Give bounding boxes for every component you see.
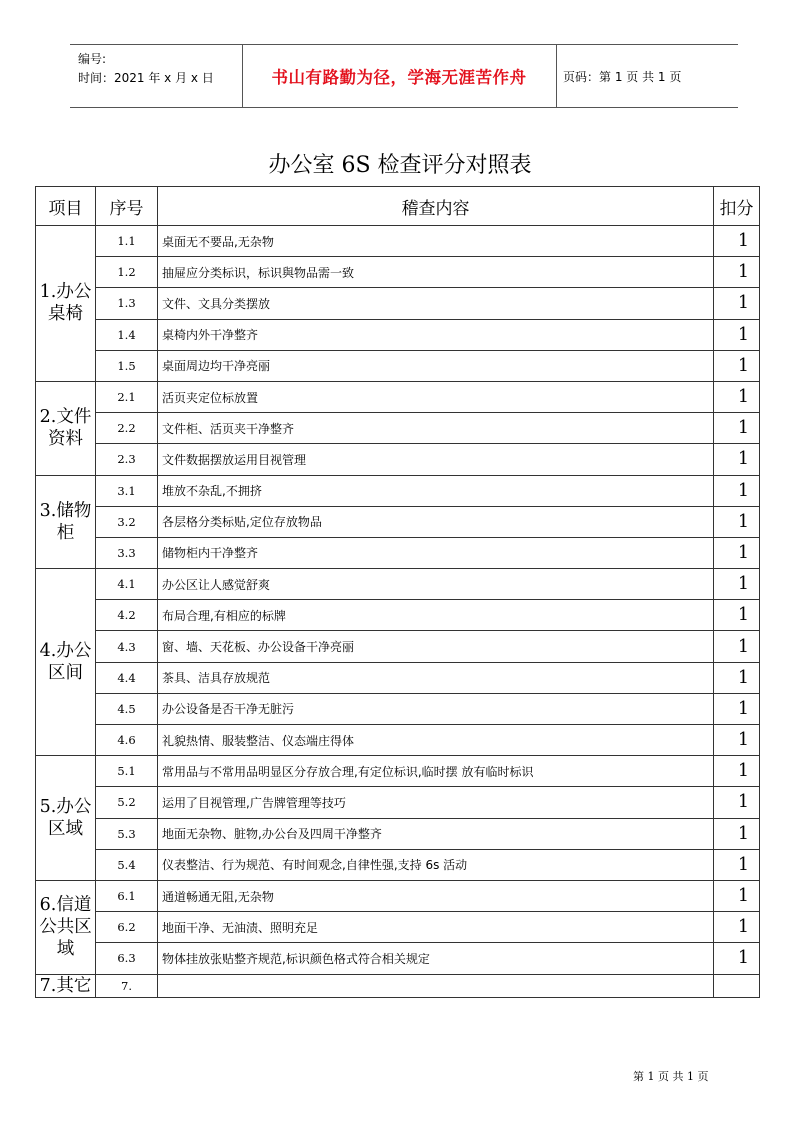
score-cell: 1 — [714, 257, 760, 288]
category-cell: 1.办公桌椅 — [36, 226, 96, 382]
inspection-table — [35, 186, 760, 998]
content-cell: 文件数据摆放运用目视管理 — [158, 444, 714, 475]
time-label: 时间：2021 年 x 月 x 日 — [78, 71, 214, 85]
content-cell: 办公区让人感觉舒爽 — [158, 569, 714, 600]
content-cell: 常用品与不常用品明显区分存放合理,有定位标识,临时摆 放有临时标识 — [158, 756, 714, 787]
table-row — [36, 662, 760, 693]
score-cell: 1 — [714, 631, 760, 662]
content-cell: 办公设备是否干净无脏污 — [158, 693, 714, 724]
content-cell: 茶具、洁具存放规范 — [158, 662, 714, 693]
seq-cell: 1.4 — [96, 319, 158, 350]
table-row — [36, 381, 760, 412]
table-header-row — [36, 187, 760, 226]
seq-cell: 1.1 — [96, 226, 158, 257]
content-cell: 桌面周边均干净亮丽 — [158, 350, 714, 381]
table-row — [36, 880, 760, 911]
category-cell: 6.信道公共区域 — [36, 880, 96, 974]
page-footer: 第 1 页 共 1 页 — [633, 1070, 709, 1083]
content-cell: 文件、文具分类摆放 — [158, 288, 714, 319]
score-cell: 1 — [714, 444, 760, 475]
score-cell: 1 — [714, 849, 760, 880]
seq-cell: 4.3 — [96, 631, 158, 662]
content-cell: 仪表整洁、行为规范、有时间观念,自律性强,支持 6s 活动 — [158, 849, 714, 880]
category-cell: 3.储物柜 — [36, 475, 96, 569]
content-cell: 窗、墙、天花板、办公设备干净亮丽 — [158, 631, 714, 662]
category-cell: 7.其它 — [36, 974, 96, 997]
score-cell — [714, 974, 760, 997]
table-row — [36, 506, 760, 537]
table-row — [36, 257, 760, 288]
seq-cell: 5.2 — [96, 787, 158, 818]
table-row — [36, 413, 760, 444]
table-row — [36, 350, 760, 381]
seq-cell: 1.3 — [96, 288, 158, 319]
document-title: 办公室 6S 检查评分对照表 — [268, 153, 532, 178]
table-row — [36, 756, 760, 787]
content-cell: 礼貌热情、服装整洁、仪态端庄得体 — [158, 725, 714, 756]
seq-cell: 4.6 — [96, 725, 158, 756]
score-cell: 1 — [714, 818, 760, 849]
serial-label: 编号: — [78, 52, 107, 66]
page-info: 页码：第 1 页 共 1 页 — [563, 69, 682, 84]
score-cell: 1 — [714, 381, 760, 412]
seq-cell: 4.2 — [96, 600, 158, 631]
seq-cell: 3.1 — [96, 475, 158, 506]
seq-cell: 4.1 — [96, 569, 158, 600]
col-header-content: 稽查内容 — [158, 187, 714, 226]
content-cell: 储物柜内干净整齐 — [158, 537, 714, 568]
content-cell: 通道畅通无阻,无杂物 — [158, 880, 714, 911]
table-row — [36, 319, 760, 350]
score-cell: 1 — [714, 226, 760, 257]
table-row — [36, 693, 760, 724]
content-cell: 堆放不杂乱,不拥挤 — [158, 475, 714, 506]
score-cell: 1 — [714, 756, 760, 787]
seq-cell: 4.4 — [96, 662, 158, 693]
score-cell: 1 — [714, 787, 760, 818]
header-motto-cell — [242, 45, 557, 107]
category-cell: 2.文件资料 — [36, 381, 96, 475]
col-header-item: 项目 — [36, 187, 96, 226]
seq-cell: 2.3 — [96, 444, 158, 475]
content-cell: 桌椅内外干净整齐 — [158, 319, 714, 350]
seq-cell: 3.3 — [96, 537, 158, 568]
content-cell: 各层格分类标贴,定位存放物品 — [158, 506, 714, 537]
page-header — [70, 44, 738, 108]
score-cell: 1 — [714, 569, 760, 600]
score-cell: 1 — [714, 537, 760, 568]
score-cell: 1 — [714, 319, 760, 350]
table-row — [36, 475, 760, 506]
score-cell: 1 — [714, 475, 760, 506]
content-cell: 文件柜、活页夹干净整齐 — [158, 413, 714, 444]
content-cell: 活页夹定位标放置 — [158, 381, 714, 412]
score-cell: 1 — [714, 943, 760, 974]
score-cell: 1 — [714, 725, 760, 756]
table-row — [36, 912, 760, 943]
header-info-cell — [70, 45, 243, 107]
table-row — [36, 600, 760, 631]
score-cell: 1 — [714, 600, 760, 631]
seq-cell: 4.5 — [96, 693, 158, 724]
content-cell: 地面无杂物、脏物,办公台及四周干净整齐 — [158, 818, 714, 849]
category-cell: 5.办公区域 — [36, 756, 96, 881]
seq-cell: 5.4 — [96, 849, 158, 880]
col-header-seq: 序号 — [96, 187, 158, 226]
seq-cell: 3.2 — [96, 506, 158, 537]
table-row — [36, 787, 760, 818]
seq-cell: 5.3 — [96, 818, 158, 849]
seq-cell: 1.5 — [96, 350, 158, 381]
table-row — [36, 631, 760, 662]
table-row — [36, 569, 760, 600]
content-cell: 布局合理,有相应的标牌 — [158, 600, 714, 631]
seq-cell: 2.2 — [96, 413, 158, 444]
seq-cell: 6.1 — [96, 880, 158, 911]
score-cell: 1 — [714, 350, 760, 381]
table-row — [36, 725, 760, 756]
table-row — [36, 226, 760, 257]
col-header-score: 扣分 — [714, 187, 760, 226]
table-row — [36, 849, 760, 880]
table-row — [36, 288, 760, 319]
content-cell: 地面干净、无油渍、照明充足 — [158, 912, 714, 943]
seq-cell: 2.1 — [96, 381, 158, 412]
score-cell: 1 — [714, 693, 760, 724]
table-row — [36, 537, 760, 568]
category-cell: 4.办公区间 — [36, 569, 96, 756]
table-row — [36, 444, 760, 475]
seq-cell: 6.2 — [96, 912, 158, 943]
seq-cell: 6.3 — [96, 943, 158, 974]
content-cell: 抽屉应分类标识，标识與物品需一致 — [158, 257, 714, 288]
seq-cell: 5.1 — [96, 756, 158, 787]
seq-cell: 1.2 — [96, 257, 158, 288]
content-cell: 物体挂放张贴整齐规范,标识颜色格式符合相关规定 — [158, 943, 714, 974]
score-cell: 1 — [714, 506, 760, 537]
score-cell: 1 — [714, 662, 760, 693]
seq-cell: 7. — [96, 974, 158, 997]
score-cell: 1 — [714, 912, 760, 943]
header-page-cell — [557, 45, 738, 107]
motto: 书山有路勤为径，学海无涯苦作舟 — [271, 68, 527, 87]
table-row — [36, 943, 760, 974]
content-cell — [158, 974, 714, 997]
content-cell: 运用了目视管理,广告牌管理等技巧 — [158, 787, 714, 818]
table-row — [36, 974, 760, 997]
table-row — [36, 818, 760, 849]
score-cell: 1 — [714, 413, 760, 444]
score-cell: 1 — [714, 288, 760, 319]
score-cell: 1 — [714, 880, 760, 911]
content-cell: 桌面无不要品,无杂物 — [158, 226, 714, 257]
